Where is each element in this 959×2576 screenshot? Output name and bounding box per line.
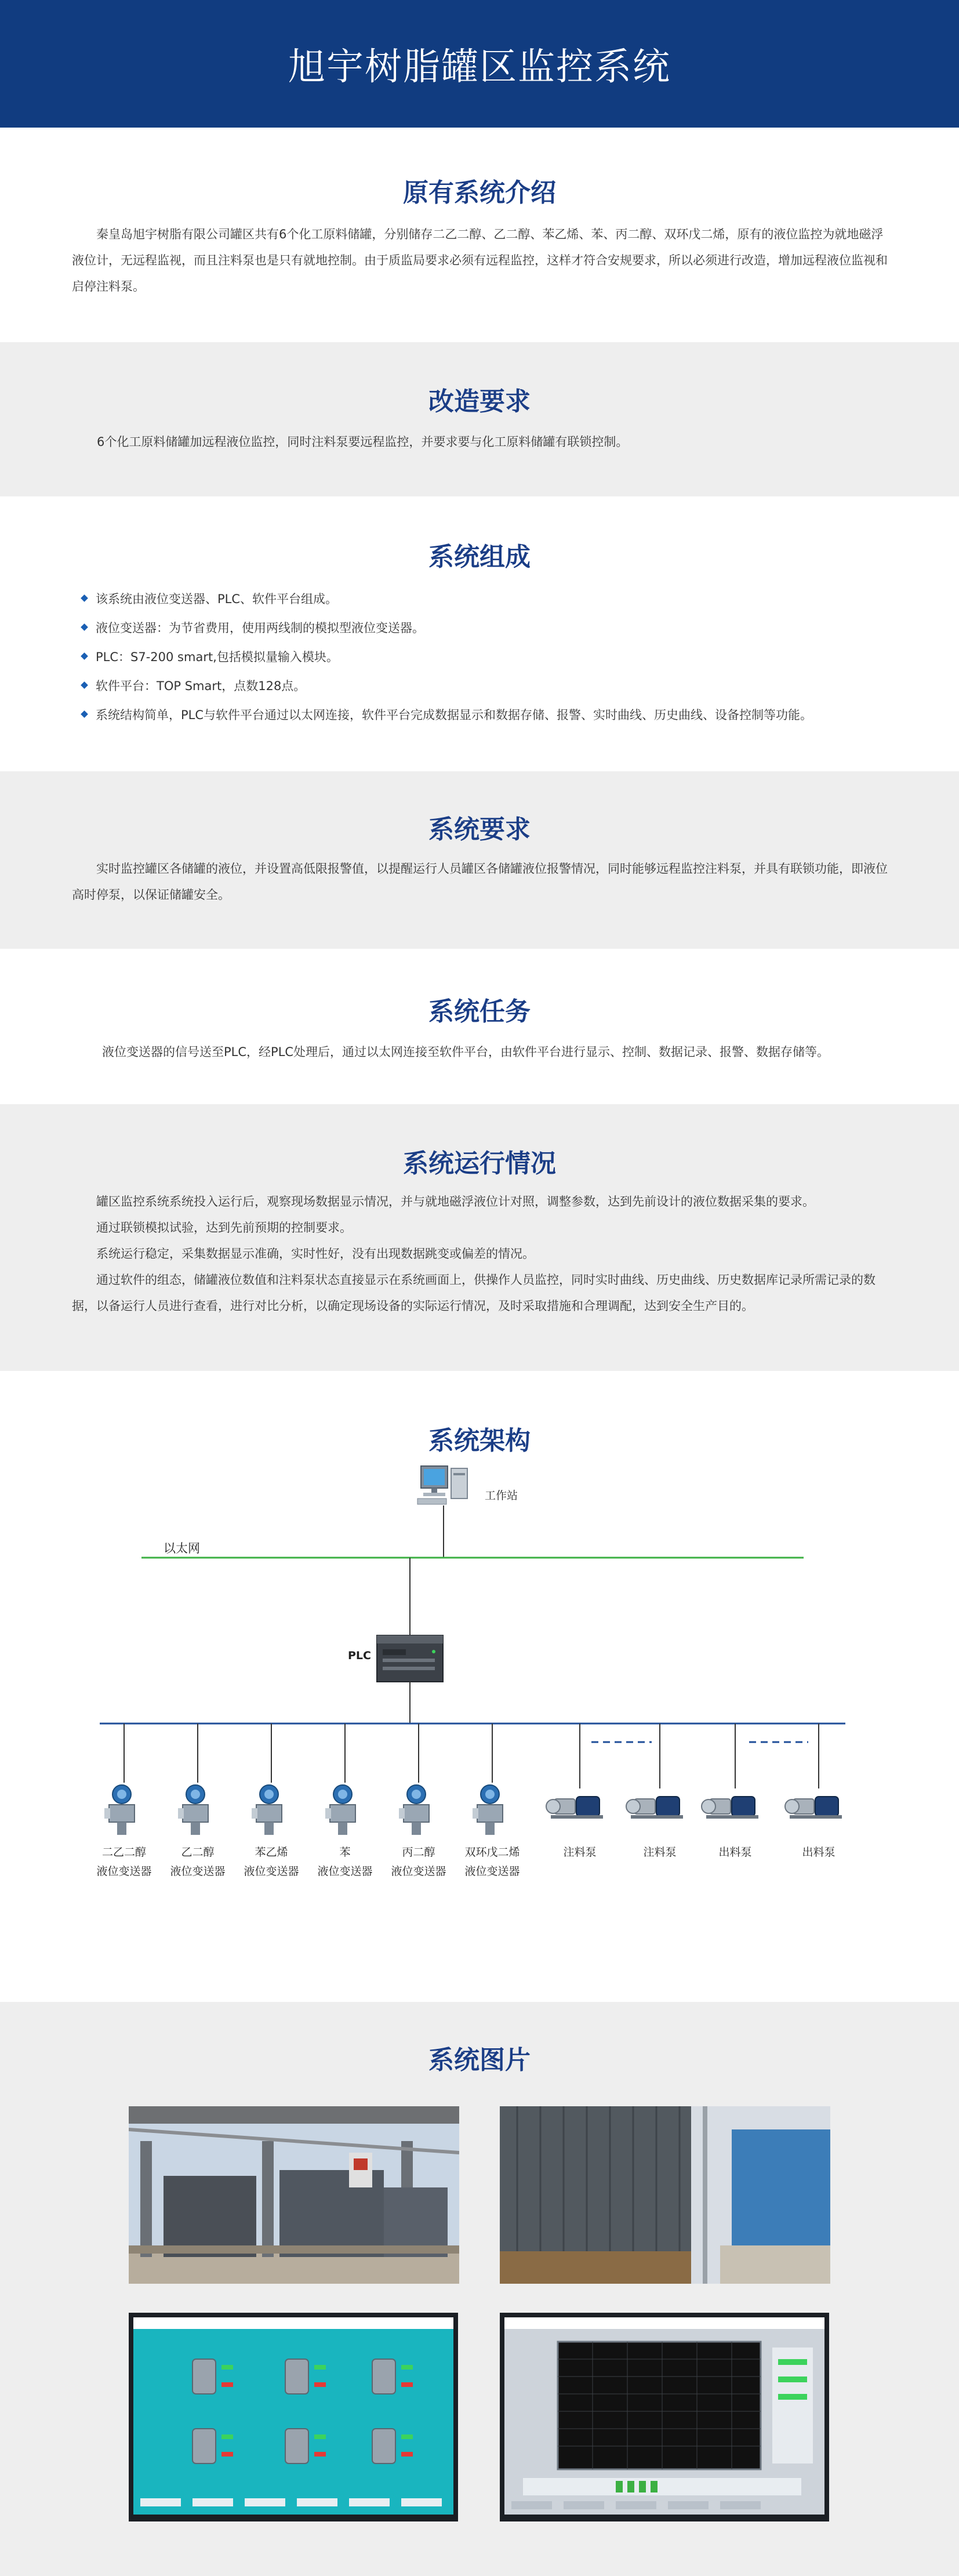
intro-text: 秦皇岛旭宇树脂有限公司罐区共有6个化工原料储罐，分别储存二乙二醇、乙二醇、苯乙烯、苯、丙二醇、双环戊二烯，原有的液位监控为就地磁浮液位计，无远程监视，而且注料泵也是只有就地控制。由于质监局要求必须有远程监控，这样才符合安规要求，所以必须进行改造，增加远程液位监视和启停注料泵。 (72, 227, 888, 293)
list-item-text: 该系统由液位变送器、PLC、软件平台组成。 (96, 592, 338, 606)
plc-label: PLC (348, 1649, 371, 1662)
pump-label: 注料泵 (563, 1846, 597, 1859)
list-item (96, 643, 895, 672)
architecture-diagram (0, 1458, 959, 1980)
pump-label: 注料泵 (643, 1846, 677, 1859)
pump-icon (785, 1797, 842, 1819)
section-title: 系统运行情况 (403, 1149, 556, 1178)
pump-icon (546, 1797, 603, 1819)
transmitter-label (449, 1843, 536, 1881)
architecture-svg (0, 1458, 959, 1980)
section-composition (0, 496, 959, 771)
transmitter-name: 苯乙烯 (255, 1846, 288, 1859)
section-requirements (0, 771, 959, 949)
section-tasks (0, 949, 959, 1104)
pump-icon (702, 1797, 758, 1819)
bullet-icon (81, 681, 88, 689)
pump-icon (626, 1797, 683, 1819)
level-transmitter-icon (325, 1785, 355, 1835)
list-item (96, 614, 895, 643)
transmitter-name: 丙二醇 (402, 1846, 435, 1859)
section-operation (0, 1104, 959, 1371)
level-transmitter-icon (104, 1785, 135, 1835)
level-transmitter-icon (473, 1785, 503, 1835)
operation-paragraph: 罐区监控系统系统投入运行后，观察现场数据显示情况，并与就地磁浮液位计对照，调整参数，达到先前设计的液位数据采集的要求。 (96, 1195, 815, 1209)
transmitter-name: 苯 (339, 1846, 351, 1859)
section-renovation (0, 342, 959, 496)
plc-icon (377, 1635, 443, 1682)
transmitter-name: 二乙二醇 (101, 1846, 146, 1859)
operation-paragraph: 通过软件的组态，储罐液位数值和注料泵状态直接显示在系统画面上，供操作人员监控，同时实时曲线、历史曲线、历史数据库记录所需记录的数据，以备运行人员进行查看，进行对比分析，以确定现场设备的实际运行情况，及时采取措施和合理调配，达到安全生产目的。 (72, 1273, 876, 1313)
device-icons (104, 1785, 842, 1835)
list-item (96, 585, 895, 614)
operation-text (0, 1189, 959, 1319)
section-architecture (0, 1371, 959, 2002)
bullet-icon (81, 652, 88, 660)
workstation-label: 工作站 (485, 1489, 518, 1502)
photo-hmi-trend (500, 2313, 829, 2521)
section-photos (0, 2002, 959, 2576)
list-item-text: PLC：S7-200 smart,包括模拟量输入模块。 (96, 650, 339, 664)
transmitter-type: 液位变送器 (464, 1865, 520, 1878)
transmitter-name: 双环戊二烯 (464, 1846, 520, 1859)
section-title: 系统任务 (428, 997, 531, 1026)
transmitter-type: 液位变送器 (391, 1865, 446, 1878)
transmitter-type: 液位变送器 (170, 1865, 226, 1878)
pump-label: 出料泵 (802, 1846, 836, 1859)
transmitter-name: 乙二醇 (181, 1846, 215, 1859)
transmitter-type: 液位变送器 (96, 1865, 152, 1878)
device-drops (124, 1724, 819, 1788)
requirements-text: 实时监控罐区各储罐的液位，并设置高低限报警值，以提醒运行人员罐区各储罐液位报警情况，同时能够远程监控注料泵，并具有联锁功能，即液位高时停泵，以保证储罐安全。 (72, 862, 888, 902)
section-title: 原有系统介绍 (403, 178, 556, 208)
level-transmitter-icon (178, 1785, 208, 1835)
page-title: 旭宇树脂罐区监控系统 (288, 46, 671, 89)
list-item-text: 液位变送器：为节省费用，使用两线制的模拟型液位变送器。 (96, 621, 424, 635)
photo-tank-farm (129, 2106, 459, 2284)
photo-hmi-tanks (129, 2313, 458, 2521)
list-item (96, 672, 895, 701)
composition-list (0, 585, 959, 730)
bullet-icon (81, 710, 88, 718)
section-title: 系统组成 (428, 542, 531, 572)
operation-paragraph: 系统运行稳定，采集数据显示准确，实时性好，没有出现数据跳变或偏差的情况。 (96, 1247, 535, 1261)
operation-paragraph: 通过联锁模拟试验，达到先前预期的控制要求。 (96, 1221, 352, 1235)
bullet-icon (81, 623, 88, 631)
list-item (96, 701, 895, 730)
section-title: 系统图片 (428, 2045, 531, 2075)
section-title: 系统要求 (428, 815, 531, 844)
level-transmitter-icon (252, 1785, 282, 1835)
ethernet-label: 以太网 (164, 1541, 200, 1555)
photo-tank-wall (500, 2106, 830, 2284)
level-transmitter-icon (399, 1785, 429, 1835)
header-banner (0, 0, 959, 128)
bullet-icon (81, 594, 88, 602)
renovation-text: 6个化工原料储罐加远程液位监控，同时注料泵要远程监控，并要求要与化工原料储罐有联锁控制。 (97, 435, 629, 449)
pump-label: 出料泵 (718, 1846, 752, 1859)
transmitter-type: 液位变送器 (244, 1865, 299, 1878)
list-item-text: 系统结构简单，PLC与软件平台通过以太网连接，软件平台完成数据显示和数据存储、报警、实时曲线、历史曲线、设备控制等功能。 (96, 708, 813, 722)
list-item-text: 软件平台：TOP Smart，点数128点。 (96, 679, 306, 693)
section-title: 系统架构 (428, 1426, 531, 1456)
section-title: 改造要求 (428, 387, 531, 416)
section-intro (0, 128, 959, 342)
transmitter-type: 液位变送器 (317, 1865, 373, 1878)
tasks-text: 液位变送器的信号送至PLC，经PLC处理后，通过以太网连接至软件平台，由软件平台进行显示、控制、数据记录、报警、数据存储等。 (102, 1045, 830, 1059)
workstation-icon (417, 1466, 467, 1504)
